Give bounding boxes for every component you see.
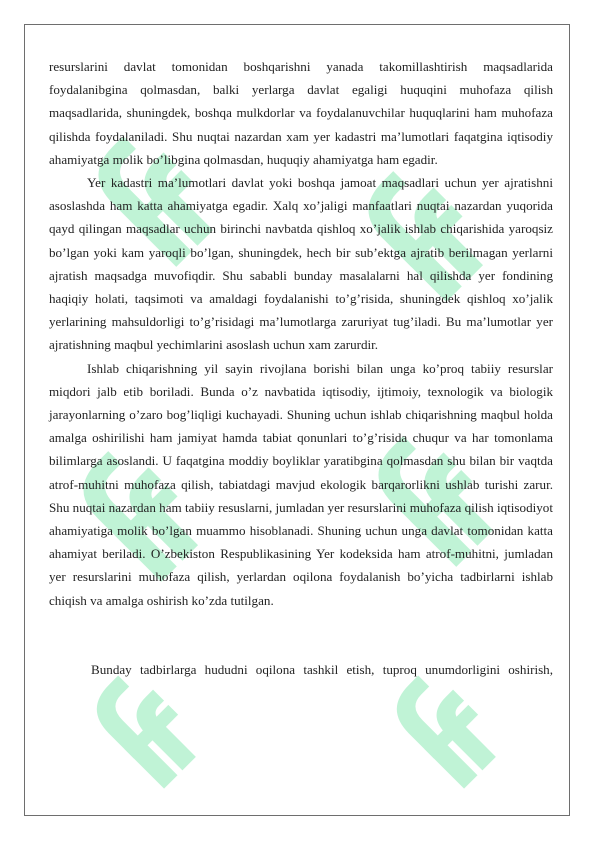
paragraph: Yer kadastri ma’lumotlari davlat yoki boshqa jamoat maqsadlari uchun yer ajratishni asoslashda ham katta ahamiyatga egadir. Xalq xo’jaligi manfaatlari nuqtai nazardan yuqorida qayd qilingan maqsadlar uchun birinchi navbatda qishloq xo’jalik ishlab chiqarishida yaroqsiz bo’lgan yoki kam yaroqli bo’lgan, shuningdek, hech bir sub’ektga ajratib berilmagan yerlarni ajratish maqsadga muvofiqdir. Shu sababli bunday masalalarni hal qilishda yer fondining haqiqiy holati, taqsimoti va amaldagi foydalanishi to’g’risida, shuningdek qishloq xo’jalik yerlarining mahsuldorligi to’g’risidagi ma’lumotlarga zaruriyat tug’iladi. Bu ma’lumotlar yer ajratishning maqbul yechimlarini asoslash uchun xam zarurdir. (49, 175, 553, 353)
paragraph: Ishlab chiqarishning yil sayin rivojlana borishi bilan unga ko’proq tabiiy resurslar miqdori jalb etib boriladi. Bunda o’z navbatida iqtisodiy, ijtimoiy, texnologik va biologik jarayonlarning o’zaro bog’liqligi kuchayadi. Shuning uchun ishlab chiqarishning maqbul holda amalga oshirilishi ham jamiyat hamda tabiat qonunlari to’g’risida chuqur va har tomonlama bilimlarga asoslandi. U faqatgina moddiy boyliklar yaratibgina qolmasdan shu bilan bir vaqtda atrof-muhitni muhofaza qilish, tabiatdagi mavjud ekologik barqarorlikni ushlab turishi zarur. Shu nuqtai nazardan ham tabiiy resuslarni, jumladan yer resurslarini muhofaza qilish iqtisodiyot ahamiyatiga molik bo’lgan muammo hisoblanadi. Shuning uchun unga davlat tomonidan katta ahamiyat beriladi. O’zbekiston Respublikasining Yer kodeksida ham atrof-muhitni, jumladan yer resurslarini muhofaza qilish, yerlardan oqilona foydalanish bo’yicha tadbirlarni ishlab chiqish va amalga oshirish ko’zda tutilgan. (49, 360, 553, 608)
paragraph: Bunday tadbirlarga hududni oqilona tashkil etish, tuproq unumdorligini oshirish, (91, 661, 553, 677)
paragraph: resurslarini davlat tomonidan boshqarishni yanada takomillashtirish maqsadlarida foydalanibgina qolmasdan, balki yerlarga davlat egaligi huquqini muhofaza qilish maqsadlarida, shuningdek, boshqa mulkdorlar va foydalanuvchilar huquqlarini ham muhofaza qilishda foydalaniladi. Shu nuqtai nazardan xam yer kadastri ma’lumotlari faqatgina iqtisodiy ahamiyatga molik bo’libgina qolmasdan, huquqiy ahamiyatga ham egadir. (49, 59, 553, 167)
document-body (49, 55, 553, 681)
